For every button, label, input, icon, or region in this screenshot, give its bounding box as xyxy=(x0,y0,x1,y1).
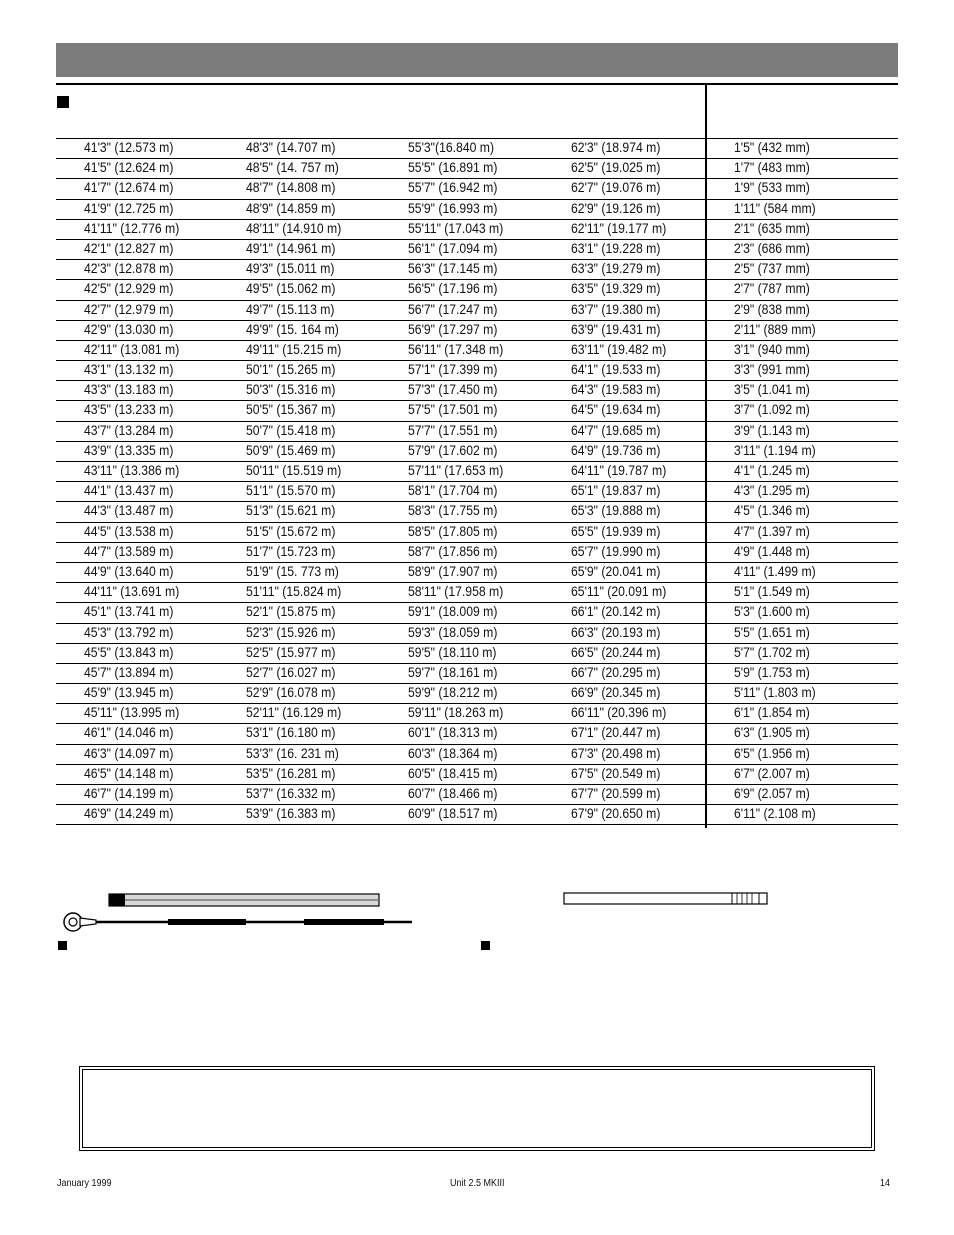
table-cell: 4'7" (1.397 m) xyxy=(734,523,810,540)
table-cell: 55'11" (17.043 m) xyxy=(408,220,504,237)
table-cell: 58'5" (17.805 m) xyxy=(408,523,498,540)
table-cell: 51'3" (15.621 m) xyxy=(246,503,336,520)
table-row xyxy=(56,523,898,543)
table-cell: 60'5" (18.415 m) xyxy=(408,765,498,782)
table-row xyxy=(56,583,898,603)
table-cell: 62'5" (19.025 m) xyxy=(571,160,661,177)
table-row xyxy=(56,684,898,704)
table-cell: 46'9" (14.249 m) xyxy=(84,806,174,823)
table-cell: 41'3" (12.573 m) xyxy=(84,140,174,156)
table-cell: 42'7" (12.979 m) xyxy=(84,301,174,318)
table-cell: 43'7" (13.284 m) xyxy=(84,422,174,439)
table-row xyxy=(56,765,898,785)
table-cell: 59'11" (18.263 m) xyxy=(408,705,504,722)
table-cell: 67'5" (20.549 m) xyxy=(571,765,661,782)
table-cell: 3'9" (1.143 m) xyxy=(734,422,810,439)
table-row xyxy=(56,179,898,199)
table-cell: 64'9" (19.736 m) xyxy=(571,442,661,459)
table-cell: 6'11" (2.108 m) xyxy=(734,806,816,823)
table-cell: 59'3" (18.059 m) xyxy=(408,624,498,641)
table-row xyxy=(56,563,898,583)
table-cell: 64'1" (19.533 m) xyxy=(571,362,661,379)
table-cell: 60'9" (18.517 m) xyxy=(408,806,498,823)
table-row xyxy=(56,704,898,724)
table-cell: 60'1" (18.313 m) xyxy=(408,725,498,742)
table-cell: 65'1" (19.837 m) xyxy=(571,483,661,500)
table-row xyxy=(56,321,898,341)
notice-box xyxy=(79,1066,875,1151)
table-cell: 42'3" (12.878 m) xyxy=(84,261,174,278)
table-cell: 63'3" (19.279 m) xyxy=(571,261,661,278)
table-cell: 1'9" (533 mm) xyxy=(734,180,810,197)
table-cell: 63'11" (19.482 m) xyxy=(571,341,667,358)
table-cell: 57'11" (17.653 m) xyxy=(408,463,504,479)
table-cell: 45'5" (13.843 m) xyxy=(84,644,174,661)
table-cell: 3'5" (1.041 m) xyxy=(734,382,810,399)
table-cell: 53'3" (16. 231 m) xyxy=(246,745,339,762)
table-cell: 44'3" (13.487 m) xyxy=(84,503,174,520)
table-row xyxy=(56,745,898,765)
table-row xyxy=(56,664,898,684)
table-cell: 49'7" (15.113 m) xyxy=(246,301,335,318)
table-cell: 56'5" (17.196 m) xyxy=(408,281,498,298)
table-cell: 51'1" (15.570 m) xyxy=(246,483,336,500)
table-cell: 59'7" (18.161 m) xyxy=(408,664,498,681)
footer-date: January 1999 xyxy=(57,1178,112,1189)
table-cell: 55'3"(16.840 m) xyxy=(408,140,495,156)
table-row xyxy=(56,240,898,260)
wire-sleeve-1 xyxy=(168,919,246,925)
table-row xyxy=(56,462,898,482)
table-cell: 49'1" (14.961 m) xyxy=(246,240,336,257)
table-row xyxy=(56,220,898,240)
table-cell: 43'3" (13.183 m) xyxy=(84,382,174,399)
table-cell: 65'7" (19.990 m) xyxy=(571,543,661,560)
table-cell: 58'11" (17.958 m) xyxy=(408,584,504,601)
table-cell: 64'5" (19.634 m) xyxy=(571,402,661,419)
table-cell: 64'3" (19.583 m) xyxy=(571,382,661,399)
table-cell: 44'1" (13.437 m) xyxy=(84,483,174,500)
table-cell: 3'1" (940 mm) xyxy=(734,341,810,358)
section-bullet-right xyxy=(481,941,490,950)
table-cell: 48'5" (14. 757 m) xyxy=(246,160,339,177)
table-row xyxy=(56,422,898,442)
table-row xyxy=(56,502,898,522)
table-cell: 67'1" (20.447 m) xyxy=(571,725,661,742)
table-cell: 58'9" (17.907 m) xyxy=(408,563,498,580)
table-cell: 62'7" (19.076 m) xyxy=(571,180,661,197)
table-cell: 2'7" (787 mm) xyxy=(734,281,810,298)
table-cell: 50'3" (15.316 m) xyxy=(246,382,336,399)
table-cell: 64'7" (19.685 m) xyxy=(571,422,661,439)
table-cell: 6'3" (1.905 m) xyxy=(734,725,810,742)
table-row xyxy=(56,260,898,280)
table-cell: 57'5" (17.501 m) xyxy=(408,402,498,419)
table-cell: 65'9" (20.041 m) xyxy=(571,563,661,580)
table-cell: 50'1" (15.265 m) xyxy=(246,362,336,379)
table-cell: 51'9" (15. 773 m) xyxy=(246,563,339,580)
table-cell: 5'9" (1.753 m) xyxy=(734,664,810,681)
table-cell: 42'1" (12.827 m) xyxy=(84,240,174,257)
table-cell: 41'9" (12.725 m) xyxy=(84,200,174,217)
table-row xyxy=(56,301,898,321)
table-cell: 53'7" (16.332 m) xyxy=(246,786,336,802)
table-row xyxy=(56,139,898,159)
table-row xyxy=(56,361,898,381)
table-cell: 67'3" (20.498 m) xyxy=(571,745,661,762)
tube-cap xyxy=(109,894,125,906)
table-row xyxy=(56,644,898,664)
section-bullet-left xyxy=(58,941,67,950)
table-cell: 63'9" (19.431 m) xyxy=(571,321,661,338)
table-cell: 43'9" (13.335 m) xyxy=(84,442,174,459)
table-cell: 41'11" (12.776 m) xyxy=(84,220,180,237)
table-cell: 59'9" (18.212 m) xyxy=(408,685,498,702)
table-cell: 65'11" (20.091 m) xyxy=(571,584,667,601)
table-cell: 63'1" (19.228 m) xyxy=(571,240,661,257)
table-cell: 58'3" (17.755 m) xyxy=(408,503,498,520)
wire-assembly-illustration xyxy=(56,888,416,936)
table-cell: 55'5" (16.891 m) xyxy=(408,160,498,177)
table-cell: 65'5" (19.939 m) xyxy=(571,523,661,540)
table-cell: 49'9" (15. 164 m) xyxy=(246,321,339,338)
table-cell: 43'1" (13.132 m) xyxy=(84,362,174,379)
table-cell: 51'5" (15.672 m) xyxy=(246,523,336,540)
table-cell: 66'9" (20.345 m) xyxy=(571,685,661,702)
table-cell: 67'9" (20.650 m) xyxy=(571,806,661,823)
table-cell: 56'3" (17.145 m) xyxy=(408,261,498,278)
table-cell: 3'7" (1.092 m) xyxy=(734,402,810,419)
table-cell: 48'11" (14.910 m) xyxy=(246,220,342,237)
table-cell: 63'7" (19.380 m) xyxy=(571,301,661,318)
table-cell: 50'11" (15.519 m) xyxy=(246,463,342,479)
table-cell: 59'5" (18.110 m) xyxy=(408,644,497,661)
table-cell: 2'1" (635 mm) xyxy=(734,220,810,237)
header-bar xyxy=(56,43,898,77)
table-cell: 6'9" (2.057 m) xyxy=(734,786,810,802)
table-cell: 58'1" (17.704 m) xyxy=(408,483,498,500)
table-cell: 56'1" (17.094 m) xyxy=(408,240,498,257)
table-cell: 46'7" (14.199 m) xyxy=(84,786,174,802)
table-cell: 42'9" (13.030 m) xyxy=(84,321,174,338)
table-row xyxy=(56,280,898,300)
table-row xyxy=(56,603,898,623)
table-cell: 46'5" (14.148 m) xyxy=(84,765,174,782)
table-cell: 65'3" (19.888 m) xyxy=(571,503,661,520)
table-cell: 53'5" (16.281 m) xyxy=(246,765,336,782)
table-cell: 60'3" (18.364 m) xyxy=(408,745,498,762)
table-row xyxy=(56,724,898,744)
wire-sleeve-2 xyxy=(304,919,384,925)
tube-outline xyxy=(564,893,767,904)
table-cell: 53'9" (16.383 m) xyxy=(246,806,336,823)
table-cell: 42'5" (12.929 m) xyxy=(84,281,174,298)
table-row xyxy=(56,381,898,401)
table-row xyxy=(56,624,898,644)
table-cell: 57'9" (17.602 m) xyxy=(408,442,498,459)
table-cell: 48'9" (14.859 m) xyxy=(246,200,336,217)
table-cell: 55'9" (16.993 m) xyxy=(408,200,498,217)
table-cell: 64'11" (19.787 m) xyxy=(571,463,667,479)
table-cell: 45'3" (13.792 m) xyxy=(84,624,174,641)
table-cell: 1'5" (432 mm) xyxy=(734,140,810,156)
table-cell: 57'3" (17.450 m) xyxy=(408,382,498,399)
table-cell: 45'9" (13.945 m) xyxy=(84,685,174,702)
footer-unit: Unit 2.5 MKIII xyxy=(450,1178,505,1189)
table-cell: 5'11" (1.803 m) xyxy=(734,685,816,702)
table-cell: 5'3" (1.600 m) xyxy=(734,604,810,621)
table-cell: 2'5" (737 mm) xyxy=(734,261,810,278)
table-cell: 2'9" (838 mm) xyxy=(734,301,810,318)
table-cell: 41'5" (12.624 m) xyxy=(84,160,174,177)
table-cell: 51'11" (15.824 m) xyxy=(246,584,342,601)
table-cell: 57'1" (17.399 m) xyxy=(408,362,498,379)
table-cell: 53'1" (16.180 m) xyxy=(246,725,336,742)
table-cell: 46'3" (14.097 m) xyxy=(84,745,174,762)
table-cell: 48'3" (14.707 m) xyxy=(246,140,336,156)
table-cell: 56'7" (17.247 m) xyxy=(408,301,498,318)
table-cell: 67'7" (20.599 m) xyxy=(571,786,661,802)
table-cell: 4'1" (1.245 m) xyxy=(734,463,810,479)
table-cell: 43'5" (13.233 m) xyxy=(84,402,174,419)
table-cell: 5'7" (1.702 m) xyxy=(734,644,810,661)
table-cell: 56'9" (17.297 m) xyxy=(408,321,498,338)
table-cell: 43'11" (13.386 m) xyxy=(84,463,180,479)
table-cell: 45'7" (13.894 m) xyxy=(84,664,174,681)
table-cell: 60'7" (18.466 m) xyxy=(408,786,498,802)
table-cell: 44'7" (13.589 m) xyxy=(84,543,174,560)
table-cell: 49'5" (15.062 m) xyxy=(246,281,336,298)
table-row xyxy=(56,543,898,563)
table-cell: 66'7" (20.295 m) xyxy=(571,664,661,681)
table-cell: 44'5" (13.538 m) xyxy=(84,523,174,540)
table-cell: 44'9" (13.640 m) xyxy=(84,563,174,580)
table-row xyxy=(56,341,898,361)
table-cell: 52'1" (15.875 m) xyxy=(246,604,336,621)
length-table xyxy=(56,139,898,825)
section-bullet xyxy=(57,96,69,108)
table-cell: 46'1" (14.046 m) xyxy=(84,725,174,742)
table-cell: 6'5" (1.956 m) xyxy=(734,745,810,762)
table-cell: 41'7" (12.674 m) xyxy=(84,180,174,197)
table-row xyxy=(56,805,898,825)
table-cell: 50'7" (15.418 m) xyxy=(246,422,336,439)
table-cell: 62'11" (19.177 m) xyxy=(571,220,667,237)
table-cell: 48'7" (14.808 m) xyxy=(246,180,336,197)
table-cell: 42'11" (13.081 m) xyxy=(84,341,180,358)
table-cell: 52'11" (16.129 m) xyxy=(246,705,342,722)
table-cell: 62'3" (18.974 m) xyxy=(571,140,661,156)
table-cell: 1'11" (584 mm) xyxy=(734,200,816,217)
table-cell: 5'5" (1.651 m) xyxy=(734,624,810,641)
table-cell: 52'5" (15.977 m) xyxy=(246,644,336,661)
table-cell: 6'1" (1.854 m) xyxy=(734,705,810,722)
header-rule xyxy=(56,83,898,85)
tube-illustration xyxy=(562,890,770,908)
table-cell: 4'9" (1.448 m) xyxy=(734,543,810,560)
table-cell: 57'7" (17.551 m) xyxy=(408,422,498,439)
table-cell: 59'1" (18.009 m) xyxy=(408,604,498,621)
table-cell: 66'5" (20.244 m) xyxy=(571,644,661,661)
table-cell: 4'5" (1.346 m) xyxy=(734,503,810,520)
table-cell: 52'3" (15.926 m) xyxy=(246,624,336,641)
table-cell: 2'3" (686 mm) xyxy=(734,240,810,257)
table-row xyxy=(56,785,898,805)
table-cell: 58'7" (17.856 m) xyxy=(408,543,498,560)
table-cell: 66'1" (20.142 m) xyxy=(571,604,661,621)
table-cell: 51'7" (15.723 m) xyxy=(246,543,336,560)
table-row xyxy=(56,159,898,179)
table-cell: 45'11" (13.995 m) xyxy=(84,705,180,722)
table-cell: 52'9" (16.078 m) xyxy=(246,685,336,702)
table-cell: 2'11" (889 mm) xyxy=(734,321,816,338)
table-cell: 1'7" (483 mm) xyxy=(734,160,810,177)
table-cell: 50'5" (15.367 m) xyxy=(246,402,336,419)
table-cell: 63'5" (19.329 m) xyxy=(571,281,661,298)
table-row xyxy=(56,401,898,421)
table-cell: 66'3" (20.193 m) xyxy=(571,624,661,641)
table-cell: 50'9" (15.469 m) xyxy=(246,442,336,459)
table-cell: 49'11" (15.215 m) xyxy=(246,341,342,358)
table-cell: 66'11" (20.396 m) xyxy=(571,705,667,722)
table-cell: 55'7" (16.942 m) xyxy=(408,180,498,197)
table-cell: 52'7" (16.027 m) xyxy=(246,664,336,681)
table-cell: 6'7" (2.007 m) xyxy=(734,765,810,782)
table-cell: 4'3" (1.295 m) xyxy=(734,483,810,500)
table-row xyxy=(56,200,898,220)
table-cell: 62'9" (19.126 m) xyxy=(571,200,661,217)
table-cell: 45'1" (13.741 m) xyxy=(84,604,174,621)
table-cell: 49'3" (15.011 m) xyxy=(246,261,335,278)
table-row xyxy=(56,482,898,502)
table-cell: 56'11" (17.348 m) xyxy=(408,341,504,358)
table-cell: 3'11" (1.194 m) xyxy=(734,442,816,459)
table-cell: 5'1" (1.549 m) xyxy=(734,584,810,601)
table-cell: 44'11" (13.691 m) xyxy=(84,584,180,601)
table-cell: 3'3" (991 mm) xyxy=(734,362,810,379)
table-cell: 4'11" (1.499 m) xyxy=(734,563,816,580)
table-row xyxy=(56,442,898,462)
footer-page-number: 14 xyxy=(880,1178,891,1189)
